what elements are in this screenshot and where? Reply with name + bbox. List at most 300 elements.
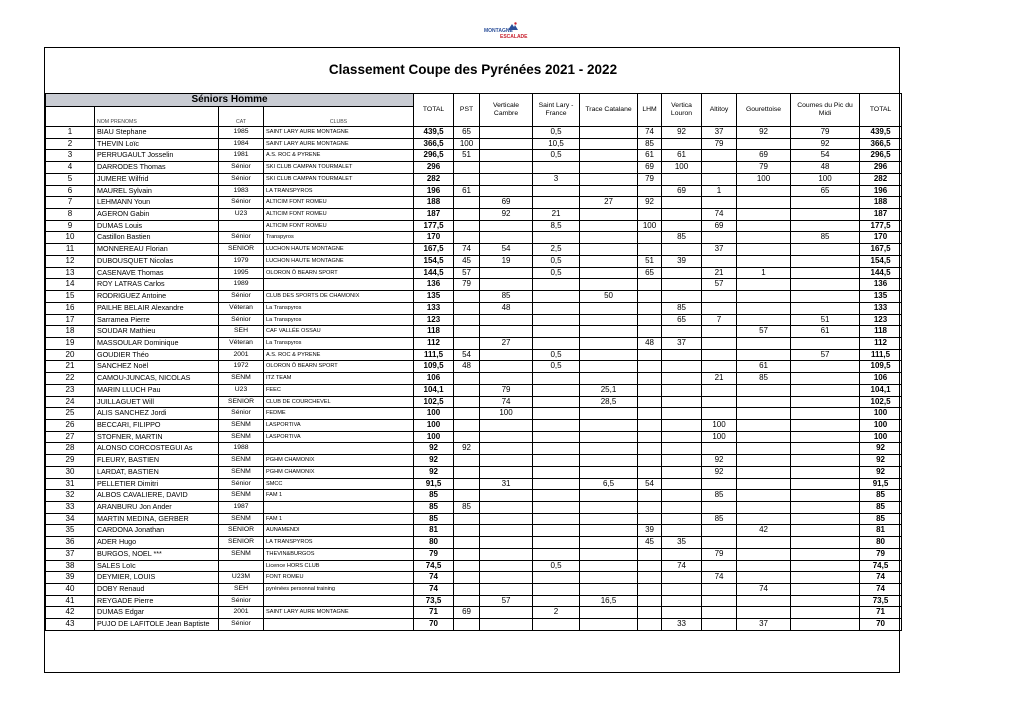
final-total-cell: 70 (860, 619, 902, 631)
coumes-pic-du-midi-cell (791, 267, 860, 279)
vertica-louron-cell (662, 267, 702, 279)
table-row (46, 244, 902, 256)
trace-catalane-cell (580, 361, 638, 373)
table-row (46, 595, 902, 607)
name-cell: ROY LATRAS Carlos (95, 279, 219, 291)
coumes-pic-du-midi-cell (791, 513, 860, 525)
lhm-cell: 74 (638, 127, 662, 139)
table-row (46, 349, 902, 361)
saint-lary-cell (533, 232, 580, 244)
vertica-louron-cell (662, 396, 702, 408)
pst-cell (454, 291, 480, 303)
saint-lary-cell (533, 525, 580, 537)
table-row (46, 584, 902, 596)
club-cell: SAINT LARY AURE MONTAGNE (264, 138, 414, 150)
trace-catalane-cell (580, 408, 638, 420)
trace-catalane-cell (580, 314, 638, 326)
gourettoise-cell (737, 513, 791, 525)
total-cell: 100 (414, 419, 454, 431)
logo-line-1: MONTAGNE (484, 28, 513, 34)
name-cell: DEYMIER, LOUIS (95, 572, 219, 584)
category-cell: SENM (219, 513, 264, 525)
gourettoise-cell: 61 (737, 361, 791, 373)
table-row (46, 127, 902, 139)
total-cell: 188 (414, 197, 454, 209)
trace-catalane-cell: 25,1 (580, 384, 638, 396)
club-cell: ITZ TEAM (264, 373, 414, 385)
table-row (46, 490, 902, 502)
total-cell: 91,5 (414, 478, 454, 490)
altitoy-cell (702, 291, 737, 303)
saint-lary-cell: 0,5 (533, 361, 580, 373)
rank-cell: 23 (46, 384, 95, 396)
trace-catalane-cell (580, 279, 638, 291)
altitoy-cell: 1 (702, 185, 737, 197)
lhm-cell: 69 (638, 162, 662, 174)
pst-cell (454, 314, 480, 326)
gourettoise-cell (737, 384, 791, 396)
saint-lary-cell (533, 478, 580, 490)
column-header: LHM (638, 94, 662, 127)
altitoy-cell: 92 (702, 466, 737, 478)
final-total-cell: 177,5 (860, 220, 902, 232)
table-row (46, 466, 902, 478)
coumes-pic-du-midi-cell (791, 560, 860, 572)
pst-cell (454, 560, 480, 572)
club-cell: LUCHON HAUTE MONTAGNE (264, 255, 414, 267)
altitoy-cell (702, 349, 737, 361)
lhm-cell (638, 279, 662, 291)
name-cell: DOBY Renaud (95, 584, 219, 596)
saint-lary-cell (533, 537, 580, 549)
saint-lary-cell (533, 548, 580, 560)
rank-cell: 36 (46, 537, 95, 549)
rank-cell: 16 (46, 302, 95, 314)
club-cell: OLORON Ô BEARN SPORT (264, 267, 414, 279)
table-row (46, 138, 902, 150)
total-cell: 177,5 (414, 220, 454, 232)
rank-cell: 41 (46, 595, 95, 607)
lhm-cell (638, 455, 662, 467)
total-cell: 79 (414, 548, 454, 560)
rank-cell: 10 (46, 232, 95, 244)
gourettoise-cell (737, 466, 791, 478)
club-cell: Licence HORS CLUB (264, 560, 414, 572)
rank-cell: 9 (46, 220, 95, 232)
verticale-cambre-cell (480, 279, 533, 291)
final-total-cell: 102,5 (860, 396, 902, 408)
pst-cell: 45 (454, 255, 480, 267)
name-cell: DUBOUSQUET Nicolas (95, 255, 219, 267)
pst-cell (454, 337, 480, 349)
club-cell: La Transpyros (264, 337, 414, 349)
category-cell: SENIOR (219, 244, 264, 256)
final-total-cell: 296,5 (860, 150, 902, 162)
verticale-cambre-cell (480, 584, 533, 596)
gourettoise-cell (737, 185, 791, 197)
federation-logo (484, 22, 540, 44)
category-cell: SENM (219, 455, 264, 467)
verticale-cambre-cell (480, 455, 533, 467)
gourettoise-cell (737, 337, 791, 349)
altitoy-cell: 79 (702, 138, 737, 150)
name-cell: BIAU Stephane (95, 127, 219, 139)
altitoy-cell (702, 560, 737, 572)
final-total-cell: 366,5 (860, 138, 902, 150)
final-total-cell: 80 (860, 537, 902, 549)
total-cell: 104,1 (414, 384, 454, 396)
verticale-cambre-cell (480, 127, 533, 139)
saint-lary-cell (533, 337, 580, 349)
altitoy-cell: 37 (702, 127, 737, 139)
pst-cell (454, 197, 480, 209)
vertica-louron-cell (662, 349, 702, 361)
final-total-cell: 85 (860, 502, 902, 514)
trace-catalane-cell (580, 209, 638, 221)
pst-cell (454, 584, 480, 596)
total-cell: 74 (414, 584, 454, 596)
table-row (46, 373, 902, 385)
table-row (46, 419, 902, 431)
total-cell: 135 (414, 291, 454, 303)
lhm-cell (638, 373, 662, 385)
pst-cell (454, 455, 480, 467)
rank-cell: 20 (46, 349, 95, 361)
altitoy-cell (702, 150, 737, 162)
final-total-cell: 74,5 (860, 560, 902, 572)
saint-lary-cell: 8,5 (533, 220, 580, 232)
table-row (46, 443, 902, 455)
saint-lary-cell (533, 396, 580, 408)
pst-cell: 85 (454, 502, 480, 514)
table-row (46, 267, 902, 279)
trace-catalane-cell (580, 455, 638, 467)
vertica-louron-cell (662, 373, 702, 385)
trace-catalane-cell (580, 173, 638, 185)
rank-cell: 24 (46, 396, 95, 408)
verticale-cambre-cell (480, 619, 533, 631)
vertica-louron-cell (662, 291, 702, 303)
name-cell: CARDONA Jonathan (95, 525, 219, 537)
pst-cell (454, 595, 480, 607)
trace-catalane-cell (580, 525, 638, 537)
club-cell: LASPORTIVA (264, 419, 414, 431)
trace-catalane-cell (580, 337, 638, 349)
category-cell: U23M (219, 572, 264, 584)
rank-cell: 39 (46, 572, 95, 584)
total-cell: 133 (414, 302, 454, 314)
lhm-cell: 100 (638, 220, 662, 232)
trace-catalane-cell (580, 584, 638, 596)
pst-cell (454, 173, 480, 185)
lhm-cell (638, 419, 662, 431)
table-row (46, 513, 902, 525)
coumes-pic-du-midi-cell (791, 337, 860, 349)
total-cell: 366,5 (414, 138, 454, 150)
coumes-pic-du-midi-cell (791, 502, 860, 514)
category-cell: 1979 (219, 255, 264, 267)
verticale-cambre-cell (480, 138, 533, 150)
altitoy-cell (702, 502, 737, 514)
coumes-pic-du-midi-cell (791, 373, 860, 385)
pst-cell: 65 (454, 127, 480, 139)
pst-cell (454, 384, 480, 396)
table-row (46, 572, 902, 584)
category-band: Séniors Homme (46, 94, 414, 107)
club-cell: FEEC (264, 384, 414, 396)
club-cell: CLUB DE COURCHEVEL (264, 396, 414, 408)
rank-cell: 29 (46, 455, 95, 467)
lhm-cell (638, 232, 662, 244)
category-cell: Sénior (219, 197, 264, 209)
verticale-cambre-cell (480, 466, 533, 478)
name-cell: ALIS SANCHEZ Jordi (95, 408, 219, 420)
altitoy-cell: 85 (702, 490, 737, 502)
final-total-cell: 73,5 (860, 595, 902, 607)
rank-cell: 5 (46, 173, 95, 185)
category-cell: SENM (219, 373, 264, 385)
verticale-cambre-cell (480, 490, 533, 502)
name-cell: ALONSO CORCOSTEGUI As (95, 443, 219, 455)
table-row (46, 209, 902, 221)
coumes-pic-du-midi-cell (791, 396, 860, 408)
final-total-cell: 74 (860, 584, 902, 596)
table-row (46, 619, 902, 631)
trace-catalane-cell: 27 (580, 197, 638, 209)
gourettoise-cell (737, 302, 791, 314)
table-row (46, 408, 902, 420)
rank-cell: 22 (46, 373, 95, 385)
rank-cell: 34 (46, 513, 95, 525)
rank-cell: 28 (46, 443, 95, 455)
club-cell (264, 595, 414, 607)
pst-cell: 79 (454, 279, 480, 291)
pst-cell: 92 (454, 443, 480, 455)
vertica-louron-cell (662, 173, 702, 185)
lhm-cell (638, 443, 662, 455)
lhm-cell: 39 (638, 525, 662, 537)
saint-lary-cell (533, 314, 580, 326)
ranking-table (45, 93, 902, 631)
lhm-cell (638, 361, 662, 373)
verticale-cambre-cell (480, 502, 533, 514)
coumes-pic-du-midi-cell (791, 244, 860, 256)
saint-lary-cell (533, 490, 580, 502)
column-header: Trace Catalane (580, 94, 638, 127)
verticale-cambre-cell (480, 326, 533, 338)
total-cell: 92 (414, 455, 454, 467)
coumes-pic-du-midi-cell (791, 525, 860, 537)
name-cell: THEVIN Loïc (95, 138, 219, 150)
verticale-cambre-cell (480, 560, 533, 572)
category-cell: Véteran (219, 302, 264, 314)
table-row (46, 232, 902, 244)
club-cell: OLORON Ô BEARN SPORT (264, 361, 414, 373)
gourettoise-cell: 100 (737, 173, 791, 185)
gourettoise-cell (737, 537, 791, 549)
trace-catalane-cell: 28,5 (580, 396, 638, 408)
gourettoise-cell (737, 291, 791, 303)
trace-catalane-cell (580, 244, 638, 256)
category-cell: 2001 (219, 607, 264, 619)
altitoy-cell (702, 337, 737, 349)
verticale-cambre-cell (480, 173, 533, 185)
gourettoise-cell (737, 232, 791, 244)
gourettoise-cell: 79 (737, 162, 791, 174)
verticale-cambre-cell: 48 (480, 302, 533, 314)
lhm-cell (638, 607, 662, 619)
coumes-pic-du-midi-cell (791, 490, 860, 502)
total-cell: 123 (414, 314, 454, 326)
rank-header (46, 107, 95, 127)
table-row (46, 291, 902, 303)
club-cell: ALTICIM FONT ROMEU (264, 209, 414, 221)
coumes-pic-du-midi-cell (791, 197, 860, 209)
altitoy-cell (702, 396, 737, 408)
page-title: Classement Coupe des Pyrénées 2021 - 2022 (328, 62, 618, 77)
saint-lary-cell (533, 619, 580, 631)
verticale-cambre-cell (480, 150, 533, 162)
gourettoise-cell (737, 455, 791, 467)
lhm-cell (638, 396, 662, 408)
trace-catalane-cell (580, 138, 638, 150)
club-cell: FEDME (264, 408, 414, 420)
vertica-louron-cell: 74 (662, 560, 702, 572)
rank-cell: 1 (46, 127, 95, 139)
total-cell: 439,5 (414, 127, 454, 139)
saint-lary-cell (533, 513, 580, 525)
trace-catalane-cell (580, 619, 638, 631)
column-header: Gourettoise (737, 94, 791, 127)
altitoy-cell (702, 408, 737, 420)
total-cell: 80 (414, 537, 454, 549)
lhm-cell: 54 (638, 478, 662, 490)
lhm-cell (638, 326, 662, 338)
verticale-cambre-cell: 79 (480, 384, 533, 396)
verticale-cambre-cell: 69 (480, 197, 533, 209)
final-total-cell: 296 (860, 162, 902, 174)
trace-catalane-cell (580, 560, 638, 572)
rank-cell: 27 (46, 431, 95, 443)
table-row (46, 384, 902, 396)
final-total-cell: 74 (860, 572, 902, 584)
ranking-sheet (44, 47, 900, 673)
club-cell: LA TRANSPYROS (264, 185, 414, 197)
rank-cell: 35 (46, 525, 95, 537)
total-cell: 187 (414, 209, 454, 221)
club-cell: AUNAMENDI (264, 525, 414, 537)
table-row (46, 502, 902, 514)
gourettoise-cell (737, 138, 791, 150)
lhm-cell: 65 (638, 267, 662, 279)
rank-cell: 13 (46, 267, 95, 279)
total-cell: 74,5 (414, 560, 454, 572)
verticale-cambre-cell (480, 349, 533, 361)
club-cell: La Transpyros (264, 314, 414, 326)
final-total-cell: 144,5 (860, 267, 902, 279)
gourettoise-cell (737, 490, 791, 502)
name-cell: AGERON Gabin (95, 209, 219, 221)
column-header: Altitoy (702, 94, 737, 127)
verticale-cambre-cell (480, 220, 533, 232)
club-cell: SMCC (264, 478, 414, 490)
trace-catalane-cell: 50 (580, 291, 638, 303)
table-row (46, 560, 902, 572)
altitoy-cell: 57 (702, 279, 737, 291)
lhm-cell (638, 502, 662, 514)
pst-cell (454, 572, 480, 584)
altitoy-cell: 79 (702, 548, 737, 560)
pst-cell: 51 (454, 150, 480, 162)
verticale-cambre-cell: 74 (480, 396, 533, 408)
coumes-pic-du-midi-cell: 100 (791, 173, 860, 185)
gourettoise-cell (737, 255, 791, 267)
table-row (46, 455, 902, 467)
table-row (46, 548, 902, 560)
gourettoise-cell (737, 408, 791, 420)
vertica-louron-cell (662, 443, 702, 455)
pst-cell (454, 220, 480, 232)
club-header: CLUBS (264, 107, 414, 127)
verticale-cambre-cell (480, 513, 533, 525)
total-cell: 106 (414, 373, 454, 385)
total-cell: 136 (414, 279, 454, 291)
category-cell: Sénior (219, 162, 264, 174)
altitoy-cell: 37 (702, 244, 737, 256)
vertica-louron-cell: 92 (662, 127, 702, 139)
coumes-pic-du-midi-cell (791, 595, 860, 607)
coumes-pic-du-midi-cell: 48 (791, 162, 860, 174)
club-cell (264, 619, 414, 631)
category-cell: 1988 (219, 443, 264, 455)
category-cell: 1972 (219, 361, 264, 373)
table-row (46, 525, 902, 537)
lhm-cell (638, 302, 662, 314)
vertica-louron-cell: 39 (662, 255, 702, 267)
gourettoise-cell (737, 220, 791, 232)
gourettoise-cell: 74 (737, 584, 791, 596)
lhm-cell (638, 349, 662, 361)
vertica-louron-cell: 85 (662, 232, 702, 244)
rank-cell: 30 (46, 466, 95, 478)
coumes-pic-du-midi-cell: 54 (791, 150, 860, 162)
lhm-cell (638, 244, 662, 256)
final-total-cell: 439,5 (860, 127, 902, 139)
altitoy-cell (702, 302, 737, 314)
saint-lary-cell (533, 373, 580, 385)
altitoy-cell (702, 173, 737, 185)
final-total-cell: 71 (860, 607, 902, 619)
vertica-louron-cell (662, 584, 702, 596)
lhm-cell: 85 (638, 138, 662, 150)
header-row-band (46, 94, 902, 107)
trace-catalane-cell (580, 431, 638, 443)
name-cell: MARTIN MEDINA, GERBER (95, 513, 219, 525)
verticale-cambre-cell: 85 (480, 291, 533, 303)
club-cell (264, 443, 414, 455)
rank-cell: 37 (46, 548, 95, 560)
total-cell: 118 (414, 326, 454, 338)
saint-lary-cell: 0,5 (533, 150, 580, 162)
lhm-cell: 45 (638, 537, 662, 549)
lhm-cell (638, 619, 662, 631)
final-total-cell: 188 (860, 197, 902, 209)
lhm-cell (638, 291, 662, 303)
vertica-louron-cell (662, 279, 702, 291)
trace-catalane-cell (580, 572, 638, 584)
rank-cell: 40 (46, 584, 95, 596)
altitoy-cell: 85 (702, 513, 737, 525)
